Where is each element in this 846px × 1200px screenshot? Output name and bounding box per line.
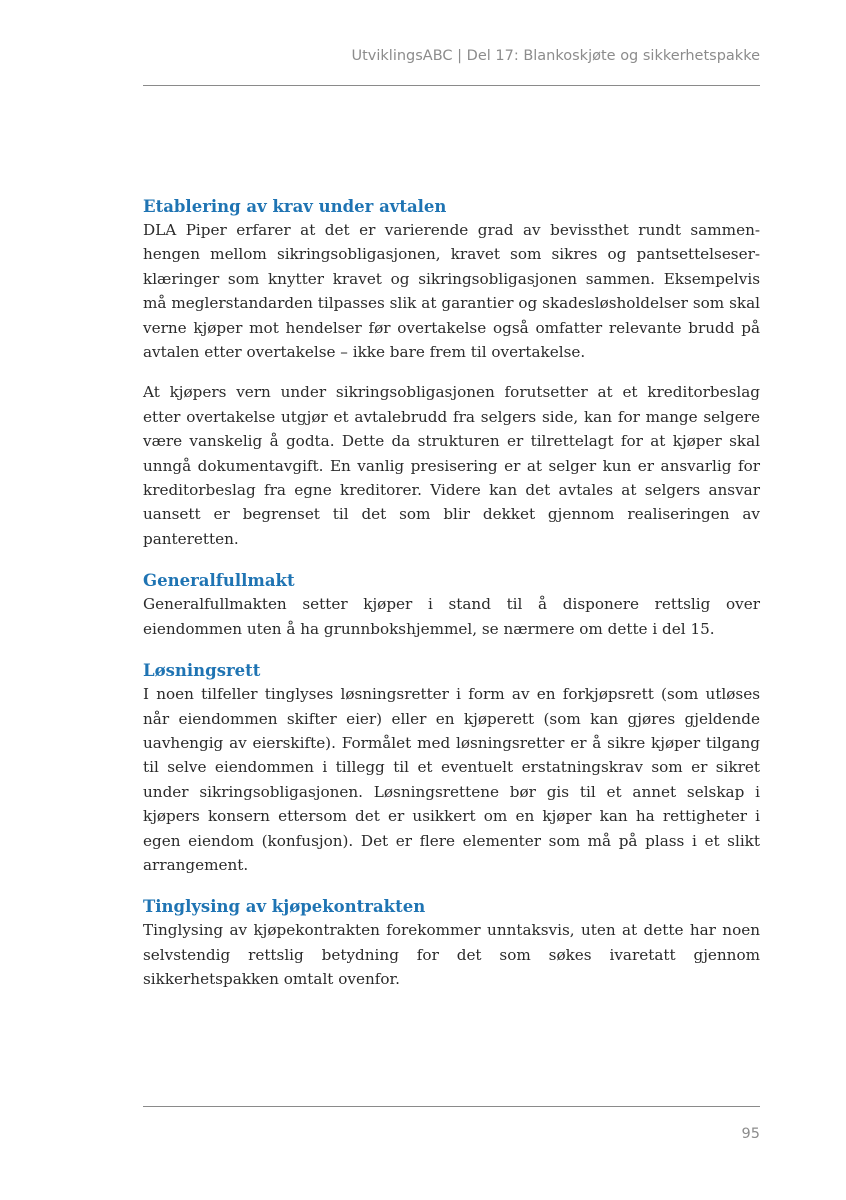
paragraph: At kjøpers vern under sikringsobligasjonen forutsetter at et kreditorbeslag etter overtakelse utgjør et avtalebrudd fra selgers side, kan for mange selgere være vanskelig å godta. Dette da strukturen er tilrettelagt for at kjøper skal unngå dokumentavgift. En vanlig presisering er at selger kun er ansvarlig for kreditorbeslag fra egne kreditorer. Videre kan det avtales at selgers ansvar uansett er begrenset til det som blir dekket gjennom realiseringen av panteretten.: [143, 383, 760, 548]
header-divider: [143, 85, 760, 86]
paragraph: Tinglysing av kjøpekontrakten forekommer unntaksvis, uten at dette har noen selvstendig rettslig betydning for det som søkes ivaretatt gjennom sikkerhetspakken omtalt ovenfor.: [143, 921, 760, 989]
paragraph: I noen tilfeller tinglyses løsningsretter i form av en forkjøpsrett (som utløses når eiendommen skifter eier) eller en kjøperett (som kan gjøres gjeldende uavhengig av eierskifte). Formålet med løsningsretter er å sikre kjøper tilgang til selve eiendommen i tillegg til et eventuelt erstatningskrav som er sikret under sikringsobligasjonen. Løsningsrettene bør gis til et annet selskap i kjøpers konsern ettersom det er usikkert om en kjøper kan ha rettigheter i egen eiendom (konfusjon). Det er flere elementer som må på plass i et slikt arrangement.: [143, 685, 760, 874]
section-generalfullmakt: [143, 569, 760, 641]
section-losningsrett: [143, 659, 760, 877]
section-heading: Etablering av krav under avtalen: [143, 197, 447, 216]
paragraph: Generalfullmakten setter kjøper i stand til å disponere rettslig over eiendommen uten å ha grunnbokshjemmel, se nærmere om dette i del 15.: [143, 595, 760, 638]
running-header: UtviklingsABC | Del 17: Blankoskjøte og sikkerhetspakke: [351, 48, 760, 64]
page-number: 95: [741, 1126, 760, 1142]
footer-divider: [143, 1106, 760, 1107]
page-body: [143, 195, 760, 1010]
section-heading: Generalfullmakt: [143, 571, 295, 591]
section-etablering: [143, 195, 760, 551]
paragraph: DLA Piper erfarer at det er varierende grad av bevissthet rundt sammenhengen mellom sikringsobligasjonen, kravet som sikres og pantsettelseserklæringer som knytter kravet og sikringsobligasjonen sammen. Eksempelvis må meglerstandarden tilpasses slik at garantier og skadesløsholdelser som skal verne kjøper mot hendelser før overtakelse også omfatter relevante brudd på avtalen etter overtakelse – ikke bare frem til overtakelse.: [143, 221, 760, 362]
section-tinglysing: [143, 895, 760, 991]
section-heading: Tinglysing av kjøpekontrakten: [143, 897, 426, 917]
section-heading: Løsningsrett: [143, 661, 261, 681]
